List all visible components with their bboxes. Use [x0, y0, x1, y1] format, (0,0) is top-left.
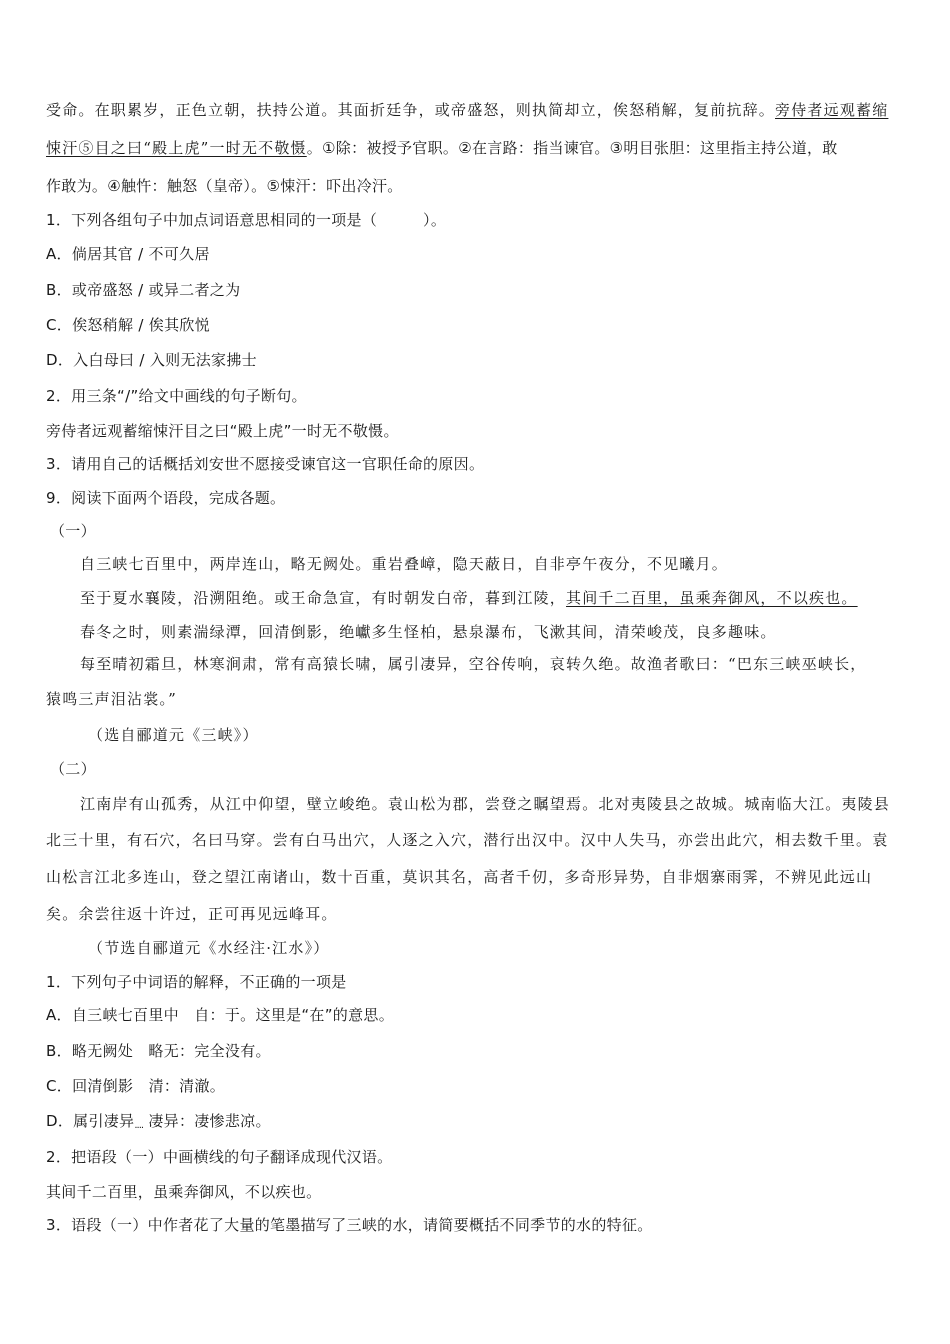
- passage-1-paragraph-4-cont: 猿鸣三声泪沾裳。”: [46, 690, 177, 708]
- annotation-text: 。①除：被授予官职。②在言路：指当谏官。③明目张胆：这里指主持公道，敢: [306, 139, 838, 157]
- passage-2-line-4: 矣。余尝往返十许过，正可再见远峰耳。: [46, 905, 338, 923]
- passage-2-line-3: 山松言江北多连山，登之望江南诸山，数十百重，莫识其名，高者千仞，多奇形异势，自非烟寨雨霁，不辨见此远山: [46, 868, 873, 886]
- question-2-sentence: 旁侍者远观蓄缩悚汗目之曰“殿上虎”一时无不敬慑。: [46, 422, 399, 440]
- passage-text: 受命。在职累岁，正色立朝，扶持公道。其面折廷争，或帝盛怒，则执简却立，俟怒稍解，复前抗辞。: [46, 101, 776, 119]
- q9-option-c: C．回清倒影 清：清澈。: [46, 1077, 226, 1095]
- option-a: A．倘居其官 / 不可久居: [46, 245, 210, 263]
- option-d-tail: 凄异：凄惨悲凉。: [148, 1112, 271, 1130]
- q9-question-2-sentence: 其间千二百里，虽乘奔御风，不以疾也。: [46, 1183, 322, 1201]
- passage-1-paragraph-1: 自三峡七百里中，两岸连山，略无阙处。重岩叠嶂，隐天蔽日，自非亭午夜分，不见曦月。: [80, 555, 729, 573]
- passage-line: [46, 100, 888, 120]
- passage-1-paragraph-2: [80, 588, 858, 608]
- option-d: D．入白母曰 / 入则无法家拂士: [46, 351, 257, 369]
- passage-2-line-1: 江南岸有山孤秀，从江中仰望，壁立峻绝。袁山松为郡，尝登之瞩望焉。北对夷陵县之故城。城南临大江。夷陵县: [80, 795, 891, 813]
- question-2-stem: 2．用三条“/”给文中画线的句子断句。: [46, 387, 307, 405]
- question-1-stem: 1．下列各组句子中加点词语意思相同的一项是（ ）。: [46, 211, 447, 229]
- q9-option-a: A．自三峡七百里中 自：于。这里是“在”的意思。: [46, 1006, 395, 1024]
- q9-question-3-stem: 3．语段（一）中作者花了大量的笔墨描写了三峡的水，请简要概括不同季节的水的特征。: [46, 1216, 653, 1234]
- passage-line: [46, 138, 838, 158]
- passage-2-source: （节选自郦道元《水经注·江水》）: [88, 939, 330, 957]
- section-label-2: （二）: [50, 760, 96, 778]
- passage-text: 至于夏水襄陵，沿溯阻绝。或王命急宣，有时朝发白帝，暮到江陵，: [80, 589, 567, 607]
- q9-question-2-stem: 2．把语段（一）中画横线的句子翻译成现代汉语。: [46, 1148, 393, 1166]
- passage-1-paragraph-3: 春冬之时，则素湍绿潭，回清倒影，绝巘多生怪柏，悬泉瀑布，飞漱其间，清荣峻茂，良多趣味。: [80, 623, 777, 641]
- section-label-1: （一）: [50, 522, 96, 540]
- passage-1-paragraph-4: 每至晴初霜旦，林寒涧肃，常有高猿长啸，属引凄异，空谷传响，哀转久绝。故渔者歌曰：“巴东三峡巫峡长，: [80, 655, 867, 673]
- emphasis-dots: [134, 1112, 148, 1126]
- q9-option-d: [46, 1111, 271, 1131]
- annotation-line: 作敢为。④触忤：触怒（皇帝）。⑤悚汗：吓出冷汗。: [46, 177, 403, 195]
- question-9-heading: 9．阅读下面两个语段，完成各题。: [46, 489, 286, 507]
- q9-question-1-stem: 1．下列句子中词语的解释，不正确的一项是: [46, 973, 347, 991]
- option-d-head: D．属引凄异: [46, 1112, 135, 1130]
- option-b: B．或帝盛怒 / 或异二者之为: [46, 281, 241, 299]
- passage-2-line-2: 北三十里，有石穴，名曰马穿。尝有白马出穴，人逐之入穴，潜行出汉中。汉中人失马，亦尝出此穴，相去数千里。袁: [46, 831, 889, 849]
- question-3-stem: 3．请用自己的话概括刘安世不愿接受谏官这一官职任命的原因。: [46, 455, 485, 473]
- q9-option-b: B．略无阙处 略无：完全没有。: [46, 1042, 271, 1060]
- passage-1-source: （选自郦道元《三峡》）: [88, 726, 259, 744]
- underlined-sentence: 旁侍者远观蓄缩: [775, 101, 889, 119]
- option-c: C．俟怒稍解 / 俟其欣悦: [46, 316, 210, 334]
- underlined-sentence: 悚汗⑤目之曰“殿上虎”一时无不敬慑: [46, 139, 307, 157]
- underlined-sentence: 其间千二百里，虽乘奔御风，不以疾也。: [566, 589, 858, 607]
